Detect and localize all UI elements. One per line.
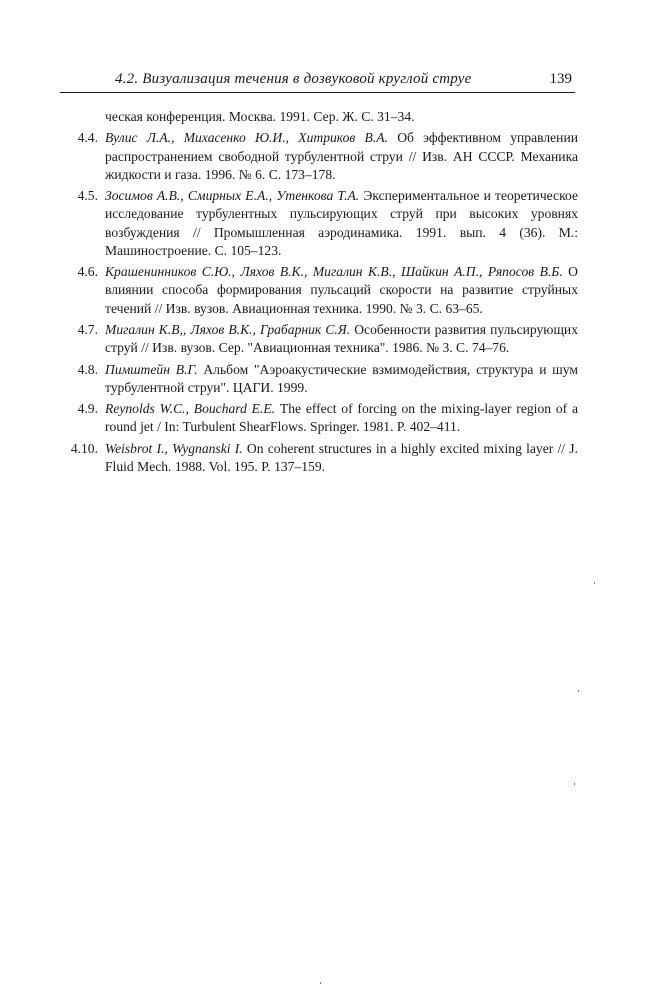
reference-number: 4.6. — [77, 264, 98, 280]
reference-authors: Вулис Л.А., Михасенко Ю.И., Хитриков В.А. — [105, 130, 398, 146]
reference-number: 4.5. — [77, 188, 98, 204]
scan-speck — [320, 982, 321, 984]
reference-text: On coherent structures in a highly excited mixing layer // J. Fluid Mech. 1988. Vol. 195. P. 137–159. — [105, 440, 578, 474]
reference-authors: Weisbrot I., Wygnanski I. — [105, 440, 247, 456]
reference-list — [60, 108, 578, 479]
scan-speck — [574, 783, 575, 785]
reference-item — [60, 129, 578, 184]
reference-item — [60, 263, 578, 318]
reference-authors: Крашенинников С.Ю., Ляхов В.К., Мигалин К.В., Шайкин А.П., Ряпосов В.Б. — [105, 264, 569, 280]
reference-number: 4.8. — [77, 361, 98, 377]
reference-item — [60, 321, 578, 357]
reference-item — [60, 440, 578, 476]
reference-text: О влиянии способа формирования пульсаций скорости на развитие струйных течений // Изв. вузов. Авиационная техника. 1990. № 3. С. 63–65. — [105, 264, 578, 316]
page-header — [60, 70, 575, 93]
reference-authors: Пимштейн В.Г. — [105, 361, 204, 377]
reference-item — [60, 361, 578, 397]
scan-speck — [594, 582, 595, 584]
reference-text: The effect of forcing on the mixing-layer region of a round jet / In: Turbulent ShearFlows. Springer. 1981. P. 402–411. — [105, 401, 578, 435]
scan-speck — [578, 690, 579, 692]
reference-text: Об эффективном управлении распространением свободной турбулентной струи // Изв. АН СССР. Механика жидкости и газа. 1996. № 6. С. 173–178. — [105, 130, 578, 182]
reference-number: 4.4. — [77, 130, 98, 146]
reference-number: 4.9. — [77, 401, 98, 417]
reference-item — [60, 400, 578, 436]
reference-authors: Reynolds W.C., Bouchard E.E. — [105, 401, 280, 417]
page-number: 139 — [549, 71, 572, 87]
reference-text: Экспериментальное и теоретическое исследование турбулентных пульсирующих струй при высоких уровнях возбуждения // Промышленная аэродинамика. 1991. вып. 4 (36). М.: Машиностроение. С. 105–123. — [105, 188, 578, 258]
reference-item — [60, 187, 578, 260]
reference-authors: Зосимов А.В., Смирных Е.А., Утенкова Т.А. — [105, 188, 364, 204]
reference-text: Альбом "Аэроакустические взмимодействия, структура и шум турбулентной струи". ЦАГИ. 1999. — [105, 361, 578, 395]
reference-authors: Мигалин К.В,, Ляхов В.К., Грабарник С.Я. — [105, 321, 355, 337]
running-title: 4.2. Визуализация течения в дозвуковой круглой струе — [115, 71, 472, 87]
reference-text: Особенности развития пульсирующих струй // Изв. вузов. Сер. "Авиационная техника". 1986. № 3. С. 74–76. — [105, 321, 578, 356]
reference-number: 4.10. — [70, 440, 98, 456]
reference-number: 4.7. — [77, 321, 98, 337]
reference-continuation: ческая конференция. Москва. 1991. Сер. Ж. С. 31–34. — [105, 109, 415, 124]
